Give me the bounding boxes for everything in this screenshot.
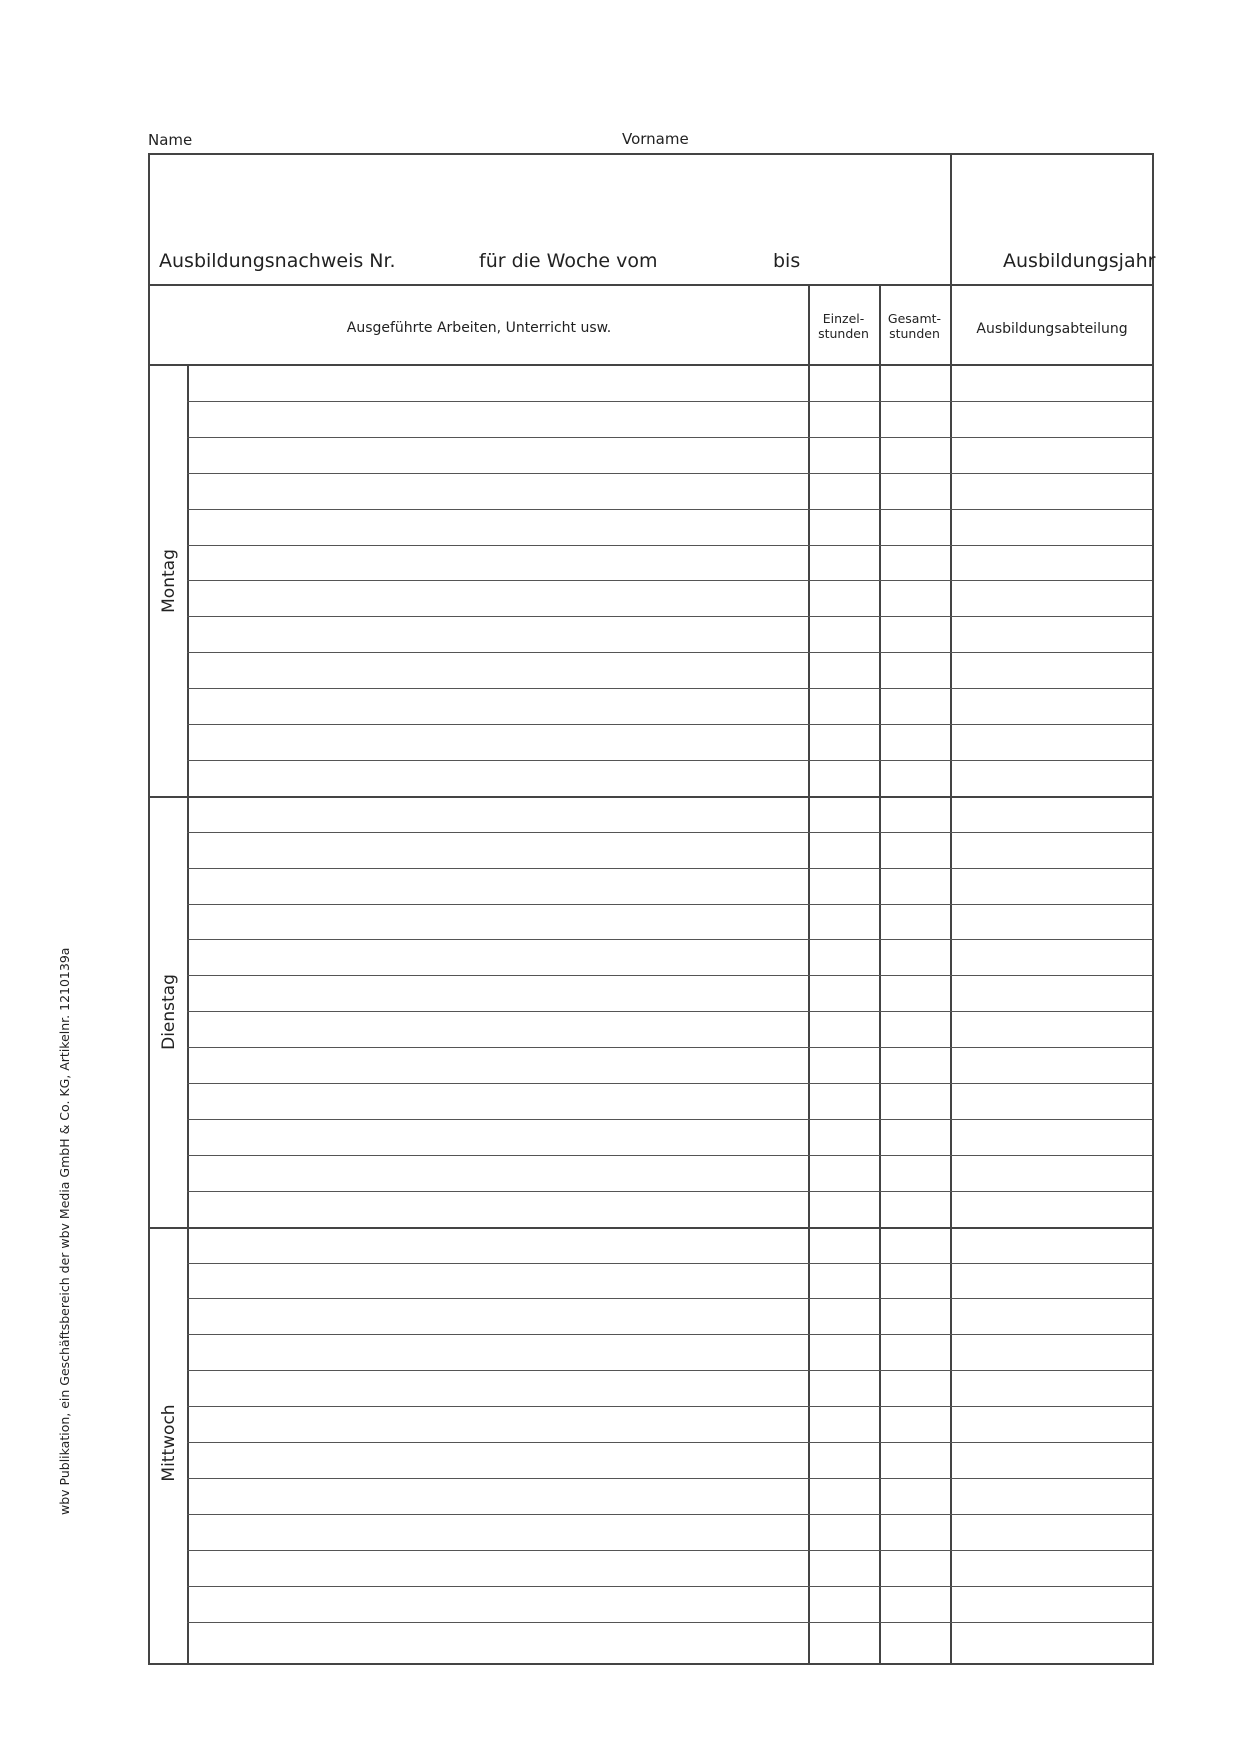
arbeiten-cell[interactable]: [189, 1265, 807, 1298]
day-label-mittwoch: Mittwoch: [158, 1404, 179, 1482]
arbeiten-cell[interactable]: [189, 798, 807, 831]
einzelstunden-cell[interactable]: [810, 1516, 878, 1549]
abteilung-cell[interactable]: [952, 475, 1151, 508]
entry-row-line: [187, 1191, 1152, 1192]
entry-row-line: [187, 724, 1152, 725]
abteilung-cell[interactable]: [952, 403, 1151, 436]
arbeiten-cell[interactable]: [189, 367, 807, 400]
arbeiten-cell[interactable]: [189, 1480, 807, 1513]
arbeiten-cell[interactable]: [189, 1444, 807, 1477]
abteilung-cell[interactable]: [952, 906, 1151, 939]
day-label-dienstag: Dienstag: [158, 974, 179, 1051]
arbeiten-cell[interactable]: [189, 582, 807, 615]
einzelstunden-cell[interactable]: [810, 1408, 878, 1441]
gesamtstunden-cell[interactable]: [881, 1552, 949, 1585]
gesamtstunden-cell[interactable]: [881, 511, 949, 544]
einzelstunden-cell[interactable]: [810, 1300, 878, 1333]
einzelstunden-cell[interactable]: [810, 798, 878, 831]
arbeiten-cell[interactable]: [189, 1588, 807, 1621]
gesamtstunden-cell[interactable]: [881, 870, 949, 903]
day-label-montag: Montag: [158, 549, 179, 614]
name-label: Name: [148, 131, 193, 149]
abteilung-cell[interactable]: [952, 582, 1151, 615]
gesamtstunden-cell[interactable]: [881, 1229, 949, 1262]
entry-row-line: [187, 868, 1152, 869]
entry-row-line: [187, 473, 1152, 474]
einzelstunden-cell[interactable]: [810, 582, 878, 615]
gesamtstunden-cell[interactable]: [881, 367, 949, 400]
form-frame: [148, 153, 1154, 1665]
entry-row-line: [187, 904, 1152, 905]
einzelstunden-cell[interactable]: [810, 762, 878, 795]
gesamtstunden-cell[interactable]: [881, 1193, 949, 1226]
abteilung-cell[interactable]: [952, 1516, 1151, 1549]
entry-row-line: [187, 616, 1152, 617]
gesamtstunden-cell[interactable]: [881, 1516, 949, 1549]
einzelstunden-cell[interactable]: [810, 1229, 878, 1262]
imprint-text: wbv Publikation, ein Geschäftsbereich der wbv Media GmbH & Co. KG, Artikelnr. 1210139a: [57, 947, 72, 1515]
gesamtstunden-cell[interactable]: [881, 762, 949, 795]
entry-row-line: [187, 1011, 1152, 1012]
arbeiten-cell[interactable]: [189, 1624, 807, 1657]
abteilung-cell[interactable]: [952, 1588, 1151, 1621]
abteilung-cell[interactable]: [952, 1408, 1151, 1441]
arbeiten-cell[interactable]: [189, 1300, 807, 1333]
abteilung-cell[interactable]: [952, 1624, 1151, 1657]
einzelstunden-cell[interactable]: [810, 1013, 878, 1046]
arbeiten-cell[interactable]: [189, 834, 807, 867]
entry-row-line: [187, 1514, 1152, 1515]
arbeiten-cell[interactable]: [189, 1013, 807, 1046]
abteilung-cell[interactable]: [952, 1049, 1151, 1082]
entry-row-line: [187, 1370, 1152, 1371]
einzelstunden-cell[interactable]: [810, 977, 878, 1010]
arbeiten-cell[interactable]: [189, 1372, 807, 1405]
arbeiten-cell[interactable]: [189, 726, 807, 759]
einzelstunden-cell[interactable]: [810, 547, 878, 580]
abteilung-cell[interactable]: [952, 1372, 1151, 1405]
abteilung-cell[interactable]: [952, 367, 1151, 400]
entry-row-line: [187, 509, 1152, 510]
entry-row-line: [187, 1550, 1152, 1551]
entry-row-line: [187, 1478, 1152, 1479]
einzelstunden-cell[interactable]: [810, 906, 878, 939]
einzelstunden-cell[interactable]: [810, 870, 878, 903]
einzelstunden-cell[interactable]: [810, 1265, 878, 1298]
ausbildungsjahr-label: Ausbildungsjahr: [1003, 250, 1156, 272]
entry-row-line: [187, 1083, 1152, 1084]
arbeiten-cell[interactable]: [189, 1516, 807, 1549]
gesamtstunden-cell[interactable]: [881, 582, 949, 615]
column-header-divider: [150, 364, 1152, 366]
einzelstunden-cell[interactable]: [810, 1588, 878, 1621]
gesamtstunden-cell[interactable]: [881, 547, 949, 580]
gesamtstunden-cell[interactable]: [881, 1013, 949, 1046]
arbeiten-cell[interactable]: [189, 618, 807, 651]
abteilung-cell[interactable]: [952, 1193, 1151, 1226]
gesamtstunden-cell[interactable]: [881, 403, 949, 436]
abteilung-cell[interactable]: [952, 1552, 1151, 1585]
arbeiten-cell[interactable]: [189, 977, 807, 1010]
abteilung-cell[interactable]: [952, 1121, 1151, 1154]
entry-row-line: [187, 437, 1152, 438]
entry-row-line: [187, 545, 1152, 546]
abteilung-cell[interactable]: [952, 654, 1151, 687]
arbeiten-cell[interactable]: [189, 1085, 807, 1118]
abteilung-cell[interactable]: [952, 1085, 1151, 1118]
entry-row-line: [187, 688, 1152, 689]
abteilung-cell[interactable]: [952, 1300, 1151, 1333]
einzelstunden-cell[interactable]: [810, 1121, 878, 1154]
gesamtstunden-cell[interactable]: [881, 1049, 949, 1082]
abteilung-cell[interactable]: [952, 941, 1151, 974]
einzelstunden-cell[interactable]: [810, 690, 878, 723]
arbeiten-cell[interactable]: [189, 654, 807, 687]
abteilung-cell[interactable]: [952, 511, 1151, 544]
gesamtstunden-column-header: Gesamt- stunden: [887, 311, 942, 341]
gesamtstunden-cell[interactable]: [881, 1408, 949, 1441]
einzelstunden-cell[interactable]: [810, 511, 878, 544]
arbeiten-cell[interactable]: [189, 1336, 807, 1369]
einzelstunden-cell[interactable]: [810, 1049, 878, 1082]
einzelstunden-cell[interactable]: [810, 1480, 878, 1513]
einzelstunden-cell[interactable]: [810, 1372, 878, 1405]
gesamtstunden-cell[interactable]: [881, 906, 949, 939]
gesamtstunden-cell[interactable]: [881, 1300, 949, 1333]
entry-row-line: [187, 1263, 1152, 1264]
abteilung-cell[interactable]: [952, 1336, 1151, 1369]
arbeiten-cell[interactable]: [189, 1121, 807, 1154]
einzelstunden-cell[interactable]: [810, 834, 878, 867]
gesamtstunden-cell[interactable]: [881, 618, 949, 651]
abteilung-cell[interactable]: [952, 870, 1151, 903]
arbeiten-cell[interactable]: [189, 690, 807, 723]
abteilung-column-header: Ausbildungsabteilung: [976, 321, 1128, 337]
arbeiten-cell[interactable]: [189, 511, 807, 544]
gesamtstunden-cell[interactable]: [881, 1265, 949, 1298]
gesamtstunden-cell[interactable]: [881, 1480, 949, 1513]
arbeiten-cell[interactable]: [189, 439, 807, 472]
entry-row-line: [187, 401, 1152, 402]
arbeiten-cell[interactable]: [189, 403, 807, 436]
arbeiten-cell[interactable]: [189, 941, 807, 974]
einzelstunden-cell[interactable]: [810, 367, 878, 400]
gesamtstunden-cell[interactable]: [881, 834, 949, 867]
entry-row-line: [187, 939, 1152, 940]
arbeiten-cell[interactable]: [189, 1229, 807, 1262]
einzelstunden-cell[interactable]: [810, 1624, 878, 1657]
abteilung-cell[interactable]: [952, 1265, 1151, 1298]
arbeiten-cell[interactable]: [189, 1552, 807, 1585]
abteilung-cell[interactable]: [952, 834, 1151, 867]
arbeiten-cell[interactable]: [189, 870, 807, 903]
arbeiten-cell[interactable]: [189, 475, 807, 508]
entry-row-line: [187, 1334, 1152, 1335]
entry-row-line: [187, 1442, 1152, 1443]
entry-row-line: [187, 652, 1152, 653]
gesamtstunden-cell[interactable]: [881, 1624, 949, 1657]
einzelstunden-cell[interactable]: [810, 1444, 878, 1477]
gesamtstunden-cell[interactable]: [881, 1157, 949, 1190]
gesamtstunden-cell[interactable]: [881, 726, 949, 759]
arbeiten-cell[interactable]: [189, 1193, 807, 1226]
bis-label: bis: [773, 250, 801, 272]
entry-row-line: [187, 1586, 1152, 1587]
arbeiten-cell[interactable]: [189, 762, 807, 795]
entry-row-line: [187, 832, 1152, 833]
gesamtstunden-cell[interactable]: [881, 475, 949, 508]
gesamtstunden-cell[interactable]: [881, 977, 949, 1010]
einzelstunden-cell[interactable]: [810, 1193, 878, 1226]
einzelstunden-cell[interactable]: [810, 726, 878, 759]
gesamtstunden-cell[interactable]: [881, 1444, 949, 1477]
header-divider: [150, 284, 1152, 286]
entry-row-line: [187, 1622, 1152, 1623]
abteilung-cell[interactable]: [952, 1013, 1151, 1046]
vorname-label: Vorname: [622, 130, 689, 148]
entry-row-line: [187, 1298, 1152, 1299]
entry-row-line: [187, 1047, 1152, 1048]
entry-row-line: [187, 975, 1152, 976]
abteilung-cell[interactable]: [952, 1229, 1151, 1262]
arbeiten-cell[interactable]: [189, 1408, 807, 1441]
einzelstunden-cell[interactable]: [810, 1085, 878, 1118]
abteilung-cell[interactable]: [952, 1444, 1151, 1477]
arbeiten-column-header: Ausgeführte Arbeiten, Unterricht usw.: [346, 320, 612, 336]
einzelstunden-cell[interactable]: [810, 475, 878, 508]
arbeiten-cell[interactable]: [189, 906, 807, 939]
einzelstunden-cell[interactable]: [810, 654, 878, 687]
abteilung-cell[interactable]: [952, 690, 1151, 723]
einzelstunden-cell[interactable]: [810, 439, 878, 472]
einzelstunden-cell[interactable]: [810, 1552, 878, 1585]
entry-row-line: [187, 580, 1152, 581]
entry-row-line: [187, 760, 1152, 761]
gesamtstunden-cell[interactable]: [881, 1085, 949, 1118]
abteilung-cell[interactable]: [952, 798, 1151, 831]
woche-label: für die Woche vom: [479, 250, 658, 272]
entry-row-line: [187, 1406, 1152, 1407]
einzelstunden-column-header: Einzel- stunden: [818, 311, 869, 341]
gesamtstunden-cell[interactable]: [881, 941, 949, 974]
gesamtstunden-cell[interactable]: [881, 439, 949, 472]
abteilung-cell[interactable]: [952, 1480, 1151, 1513]
title-block-divider: [950, 155, 952, 284]
gesamtstunden-cell[interactable]: [881, 1336, 949, 1369]
gesamtstunden-cell[interactable]: [881, 1372, 949, 1405]
arbeiten-cell[interactable]: [189, 1049, 807, 1082]
nachweis-label: Ausbildungsnachweis Nr.: [159, 250, 396, 272]
abteilung-cell[interactable]: [952, 762, 1151, 795]
einzelstunden-cell[interactable]: [810, 618, 878, 651]
einzelstunden-cell[interactable]: [810, 1336, 878, 1369]
abteilung-cell[interactable]: [952, 439, 1151, 472]
gesamtstunden-cell[interactable]: [881, 1121, 949, 1154]
gesamtstunden-cell[interactable]: [881, 798, 949, 831]
entry-row-line: [187, 1119, 1152, 1120]
abteilung-cell[interactable]: [952, 726, 1151, 759]
einzelstunden-cell[interactable]: [810, 941, 878, 974]
abteilung-cell[interactable]: [952, 618, 1151, 651]
abteilung-cell[interactable]: [952, 1157, 1151, 1190]
arbeiten-cell[interactable]: [189, 1157, 807, 1190]
gesamtstunden-cell[interactable]: [881, 654, 949, 687]
gesamtstunden-cell[interactable]: [881, 690, 949, 723]
arbeiten-cell[interactable]: [189, 547, 807, 580]
abteilung-cell[interactable]: [952, 977, 1151, 1010]
einzelstunden-cell[interactable]: [810, 1157, 878, 1190]
einzelstunden-cell[interactable]: [810, 403, 878, 436]
abteilung-cell[interactable]: [952, 547, 1151, 580]
entry-row-line: [187, 1155, 1152, 1156]
gesamtstunden-cell[interactable]: [881, 1588, 949, 1621]
